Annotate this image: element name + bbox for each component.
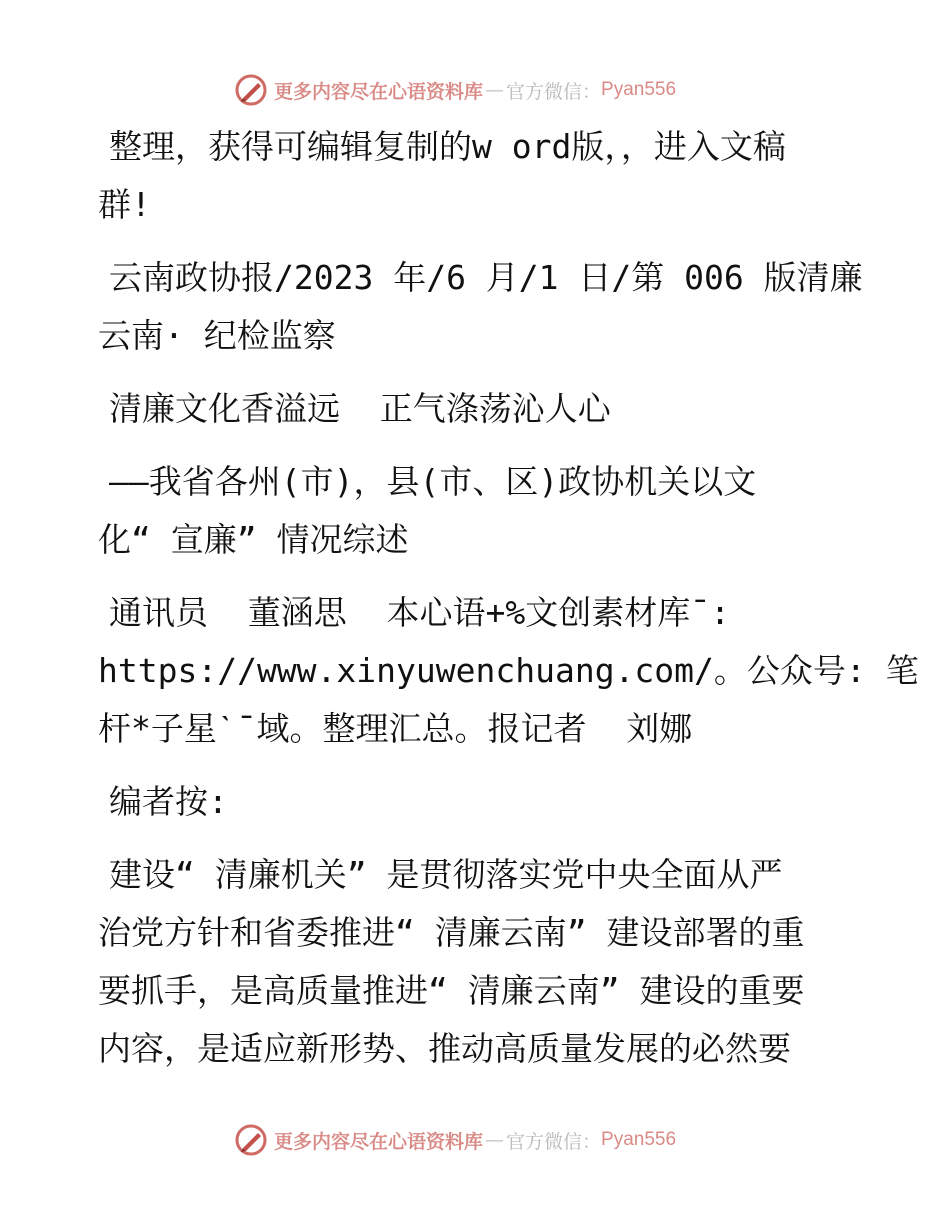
text-line: 内容，是适应新形势、推动高质量发展的必然要 (98, 1029, 791, 1068)
text-line: 清廉文化香溢远 正气涤荡沁人心 (109, 389, 611, 428)
watermark-wechat-id: Pyan556 (601, 1129, 677, 1150)
watermark-label: 官方微信： (506, 1130, 602, 1153)
text-line: 整理，获得可编辑复制的w ord版，，进入文稿 (109, 127, 786, 166)
header-watermark (234, 72, 676, 108)
byline (98, 584, 919, 758)
article-subtitle (98, 453, 858, 569)
watermark-dash: — (485, 1129, 505, 1151)
text-line: 建设“ 清廉机关” 是贯彻落实党中央全面从严 (109, 855, 783, 894)
document-body (98, 118, 919, 1093)
text-line: 云南· 纪检监察 (98, 316, 336, 355)
text-line: 编者按: (109, 782, 228, 821)
text-line: 云南政协报/2023 年/6 月/1 日/第 006 版清廉 (109, 258, 863, 297)
watermark-label: 官方微信： (506, 80, 602, 103)
article-title (98, 380, 858, 438)
footer-watermark (234, 1122, 676, 1158)
text-line: 通讯员 董涵思 本心语+%文创素材库¯: (109, 593, 730, 632)
text-line: https://www.xinyuwenchuang.com/。公众号: 笔 (98, 651, 919, 690)
text-line: 治党方针和省委推进“ 清廉云南” 建设部署的重 (98, 913, 805, 952)
editor-note-heading (98, 773, 858, 831)
text-line: 杆*子星ˋ¯域。整理汇总。报记者 刘娜 (98, 709, 693, 748)
paragraph (98, 118, 858, 234)
paragraph (98, 249, 863, 365)
watermark-title: 更多内容尽在心语资料库 (274, 1130, 484, 1153)
text-line: ——我省各州(市)，县(市、区)政协机关以文 (109, 462, 757, 501)
pen-logo-icon (234, 1123, 268, 1157)
pen-logo-icon (234, 73, 268, 107)
watermark-title: 更多内容尽在心语资料库 (274, 80, 484, 103)
paragraph (98, 846, 858, 1078)
text-line: 化“ 宣廉” 情况综述 (98, 520, 409, 559)
watermark-wechat-id: Pyan556 (601, 79, 677, 100)
text-line: 要抓手，是高质量推进“ 清廉云南” 建设的重要 (98, 971, 805, 1010)
text-line: 群! (98, 185, 151, 224)
watermark-dash: — (485, 79, 505, 101)
